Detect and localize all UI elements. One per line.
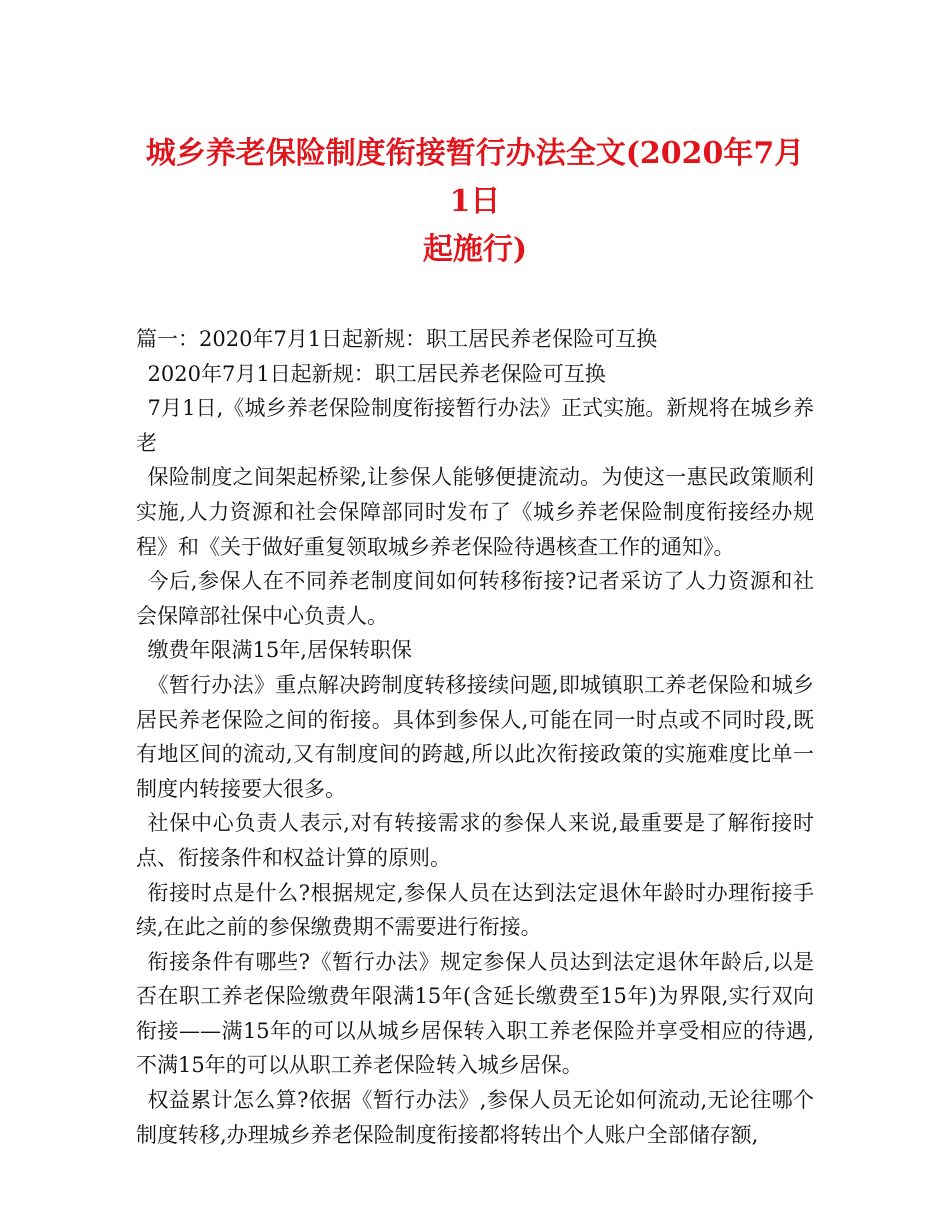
title-line-1: 城乡养老保险制度衔接暂行办法全文(2020年7月1日: [145, 136, 805, 219]
article-headline: 2020年7月1日起新规：职工居民养老保险可互换: [147, 361, 606, 386]
paragraph: 7月1日,《城乡养老保险制度衔接暂行办法》正式实施。新规将在城乡养老: [136, 396, 814, 455]
paragraph: 《暂行办法》重点解决跨制度转移接续问题,即城镇职工养老保险和城乡居民养老保险之间的衔接。具体到参保人,可能在同一时点或不同时段,既有地区间的流动,又有制度间的跨越,所以此次衔接政策的实施难度比单一制度内转接要大很多。: [136, 672, 814, 801]
paragraph: 保险制度之间架起桥梁,让参保人能够便捷流动。为使这一惠民政策顺利实施,人力资源和社会保障部同时发布了《城乡养老保险制度衔接经办规程》和《关于做好重复领取城乡养老保险待遇核查工作的通知》。: [136, 465, 814, 559]
paragraph: 社保中心负责人表示,对有转接需求的参保人来说,最重要是了解衔接时点、衔接条件和权益计算的原则。: [136, 811, 814, 870]
paragraph: 衔接时点是什么?根据规定,参保人员在达到法定退休年龄时办理衔接手续,在此之前的参保缴费期不需要进行衔接。: [136, 880, 814, 940]
document-title: [136, 0, 814, 274]
subheading: 缴费年限满15年,居保转职保: [147, 638, 412, 663]
paragraph: 权益累计怎么算?依据《暂行办法》,参保人员无论如何流动,无论往哪个制度转移,办理城乡养老保险制度衔接都将转出个人账户全部储存额,: [136, 1088, 814, 1147]
document-body: [136, 322, 814, 1152]
paragraph: 今后,参保人在不同养老制度间如何转移衔接?记者采访了人力资源和社会保障部社保中心负责人。: [136, 569, 814, 628]
title-line-2: 起施行): [422, 232, 528, 267]
paragraph: 衔接条件有哪些?《暂行办法》规定参保人员达到法定退休年龄后,以是否在职工养老保险缴费年限满15年(含延长缴费至15年)为界限,实行双向衔接——满15年的可以从城乡居保转入职工养老保险并享受相应的待遇,不满15年的可以从职工养老保险转入城乡居保。: [136, 949, 814, 1078]
section-heading: 篇一：2020年7月1日起新规：职工居民养老保险可互换: [136, 327, 658, 351]
